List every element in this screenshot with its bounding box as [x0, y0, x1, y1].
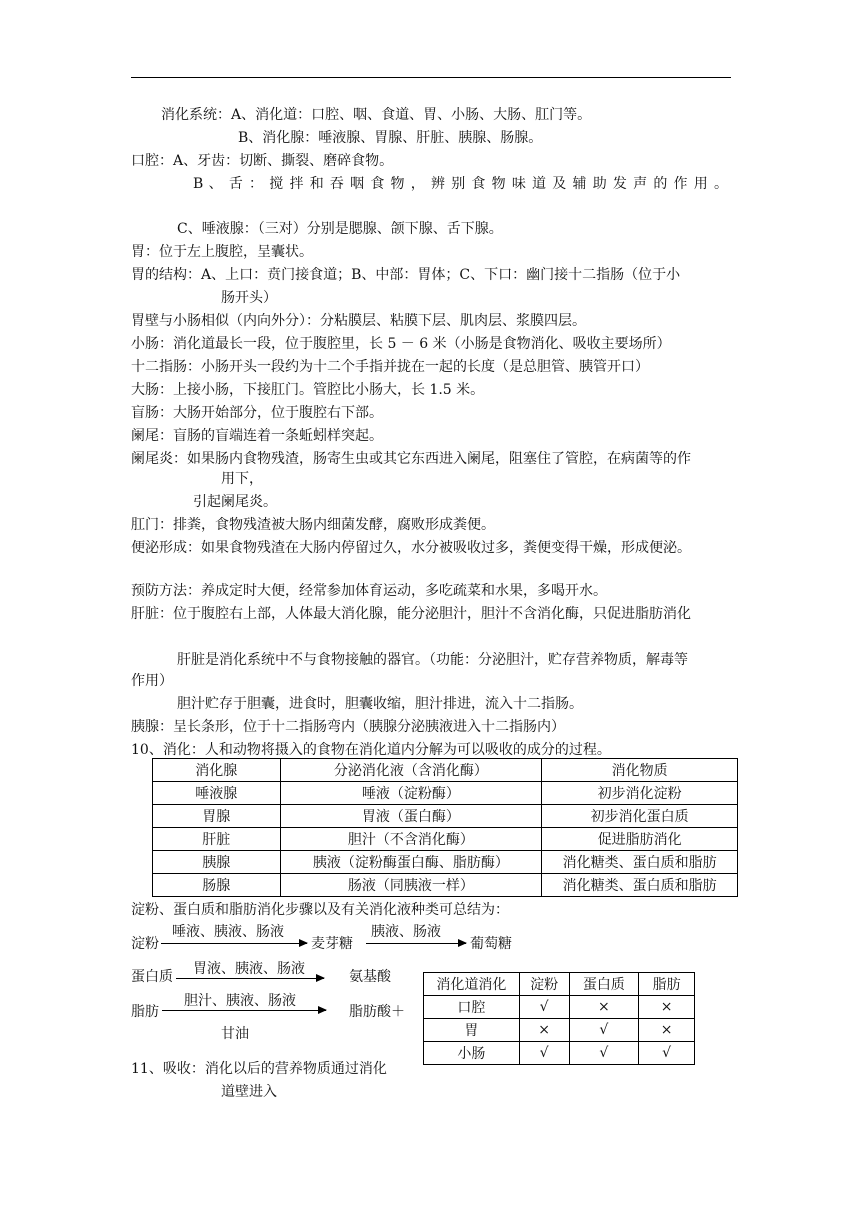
table-header-cell: 分泌消化液（含消化酶）: [280, 759, 542, 782]
flow-maltose: 麦芽糖: [311, 936, 353, 952]
absorb-line: 道壁进入: [221, 1084, 277, 1100]
text-line: 消化系统：A、消化道：口腔、咽、食道、胃、小肠、大肠、肛门等。: [161, 107, 592, 123]
flow-label: 唾液、胰液、肠液: [172, 924, 284, 940]
text-line: 阑尾：盲肠的盲端连着一条蚯蚓样突起。: [131, 428, 383, 444]
text-line: 胃的结构：A、上口：贲门接食道；B、中部：胃体；C、下口：幽门接十二指肠（位于小: [131, 267, 681, 283]
table-row: [153, 782, 738, 805]
table-header-cell: 淀粉: [519, 973, 569, 996]
flow-fatty-acid: 脂肪酸＋: [349, 1004, 405, 1020]
table-cell: 小肠: [424, 1042, 520, 1065]
arrow-icon: [366, 943, 466, 944]
text-line: 肝脏是消化系统中不与食物接触的器官。（功能：分泌胆汁，贮存营养物质，解毒等: [177, 652, 688, 668]
text-line: 十二指肠：小肠开头一段约为十二个手指并拢在一起的长度（是总胆管、胰管开口）: [131, 359, 649, 375]
flow-glycerol: 甘油: [221, 1026, 249, 1042]
flow-glucose: 葡萄糖: [470, 936, 512, 952]
flow-label: 胆汁、胰液、肠液: [184, 993, 296, 1009]
table-row: [153, 851, 738, 874]
text-line: 盲肠：大肠开始部分，位于腹腔右下部。: [131, 405, 383, 421]
text-line: B、消化腺：唾液腺、胃腺、肝脏、胰腺、肠腺。: [238, 130, 543, 146]
text-line: 胃：位于左上腹腔，呈囊状。: [131, 244, 313, 260]
table-cell: 胃液（蛋白酶）: [280, 805, 542, 828]
summary-line: 淀粉、蛋白质和脂肪消化步骤以及有关消化液种类可总结为：: [131, 902, 509, 918]
header-rule: [131, 77, 731, 78]
table-cell: 胆汁（不含消化酶）: [280, 828, 542, 851]
check-cell: √: [519, 1042, 569, 1065]
table-header-row: [424, 973, 695, 996]
text-line: 便泌形成：如果食物残渣在大肠内停留过久，水分被吸收过多，粪便变得干燥，形成便泌。: [131, 540, 691, 556]
arrow-icon: [161, 943, 307, 944]
text-line: 预防方法：养成定时大便，经常参加体育运动，多吃疏菜和水果，多喝开水。: [131, 583, 607, 599]
table-row: [424, 996, 695, 1019]
text-line: 作用）: [131, 673, 173, 689]
text-line: C、唾液腺：（三对）分别是腮腺、颌下腺、舌下腺。: [177, 221, 503, 237]
check-cell: √: [569, 1019, 639, 1042]
text-line: B 、 舌 ： 搅 拌 和 吞 咽 食 物 ， 辨 别 食 物 味 道 及 辅 助 发 声 的 作 用 。: [193, 176, 728, 192]
table-header-cell: 消化腺: [153, 759, 281, 782]
check-cell: ×: [639, 996, 695, 1019]
text-line: 大肠：上接小肠，下接肛门。管腔比小肠大，长 1.5 米。: [131, 382, 485, 398]
text-line: 肠开头）: [221, 290, 277, 306]
text-line: 小肠：消化道最长一段，位于腹腔里，长 5 － 6 米（小肠是食物消化、吸收主要场所）: [131, 336, 671, 352]
table-row: [424, 1042, 695, 1065]
table-cell: 初步消化淀粉: [542, 782, 738, 805]
flow-label: 胃液、胰液、肠液: [193, 961, 305, 977]
table-cell: 口腔: [424, 996, 520, 1019]
table-row: [153, 874, 738, 897]
table-header-cell: 消化道消化: [424, 973, 520, 996]
table-cell: 胃腺: [153, 805, 281, 828]
table-cell: 肝脏: [153, 828, 281, 851]
flow-starch: 淀粉: [131, 936, 159, 952]
table-header-cell: 消化物质: [542, 759, 738, 782]
text-line: 口腔：A、牙齿：切断、撕裂、磨碎食物。: [131, 153, 394, 169]
table-header-cell: 蛋白质: [569, 973, 639, 996]
text-line: 10、消化：人和动物将摄入的食物在消化道内分解为可以吸收的成分的过程。: [131, 742, 611, 758]
table-header-row: [153, 759, 738, 782]
text-line: 肛门：排粪，食物残渣被大肠内细菌发酵，腐败形成粪便。: [131, 517, 495, 533]
table-cell: 唾液腺: [153, 782, 281, 805]
digestion-site-table: [423, 972, 695, 1065]
table-cell: 消化糖类、蛋白质和脂肪: [542, 851, 738, 874]
table-row: [424, 1019, 695, 1042]
check-cell: √: [639, 1042, 695, 1065]
table-cell: 促进脂肪消化: [542, 828, 738, 851]
arrow-icon: [162, 1010, 326, 1011]
absorb-line: 11、吸收：消化以后的营养物质通过消化: [131, 1061, 387, 1077]
check-cell: ×: [519, 1019, 569, 1042]
text-line: 胰腺：呈长条形，位于十二指肠弯内（胰腺分泌胰液进入十二指肠内）: [131, 719, 565, 735]
digestive-gland-table: [152, 758, 738, 897]
text-line: 阑尾炎：如果肠内食物残渣，肠寄生虫或其它东西进入阑尾，阻塞住了管腔，在病菌等的作: [131, 451, 691, 467]
table-row: [153, 805, 738, 828]
check-cell: ×: [569, 996, 639, 1019]
table-row: [153, 828, 738, 851]
table-cell: 胰腺: [153, 851, 281, 874]
check-cell: √: [519, 996, 569, 1019]
table-header-cell: 脂肪: [639, 973, 695, 996]
arrow-icon: [176, 978, 324, 979]
table-cell: 消化糖类、蛋白质和脂肪: [542, 874, 738, 897]
check-cell: ×: [639, 1019, 695, 1042]
flow-protein: 蛋白质: [131, 969, 173, 985]
text-line: 胆汁贮存于胆囊，进食时，胆囊收缩，胆汁排进，流入十二指肠。: [177, 696, 583, 712]
text-line: 用下，: [221, 471, 263, 487]
text-line: 胃壁与小肠相似（内向外分）：分粘膜层、粘膜下层、肌肉层、浆膜四层。: [131, 313, 586, 329]
table-cell: 肠液（同胰液一样）: [280, 874, 542, 897]
text-line: 肝脏：位于腹腔右上部，人体最大消化腺，能分泌胆汁，胆汁不含消化酶，只促进脂肪消化: [131, 606, 691, 622]
flow-label: 胰液、肠液: [371, 924, 441, 940]
table-cell: 初步消化蛋白质: [542, 805, 738, 828]
text-line: 引起阑尾炎。: [193, 494, 277, 510]
table-cell: 胃: [424, 1019, 520, 1042]
table-cell: 胰液（淀粉酶蛋白酶、脂肪酶）: [280, 851, 542, 874]
flow-amino-acid: 氨基酸: [349, 969, 391, 985]
table-cell: 肠腺: [153, 874, 281, 897]
flow-fat: 脂肪: [131, 1004, 159, 1020]
table-cell: 唾液（淀粉酶）: [280, 782, 542, 805]
check-cell: √: [569, 1042, 639, 1065]
